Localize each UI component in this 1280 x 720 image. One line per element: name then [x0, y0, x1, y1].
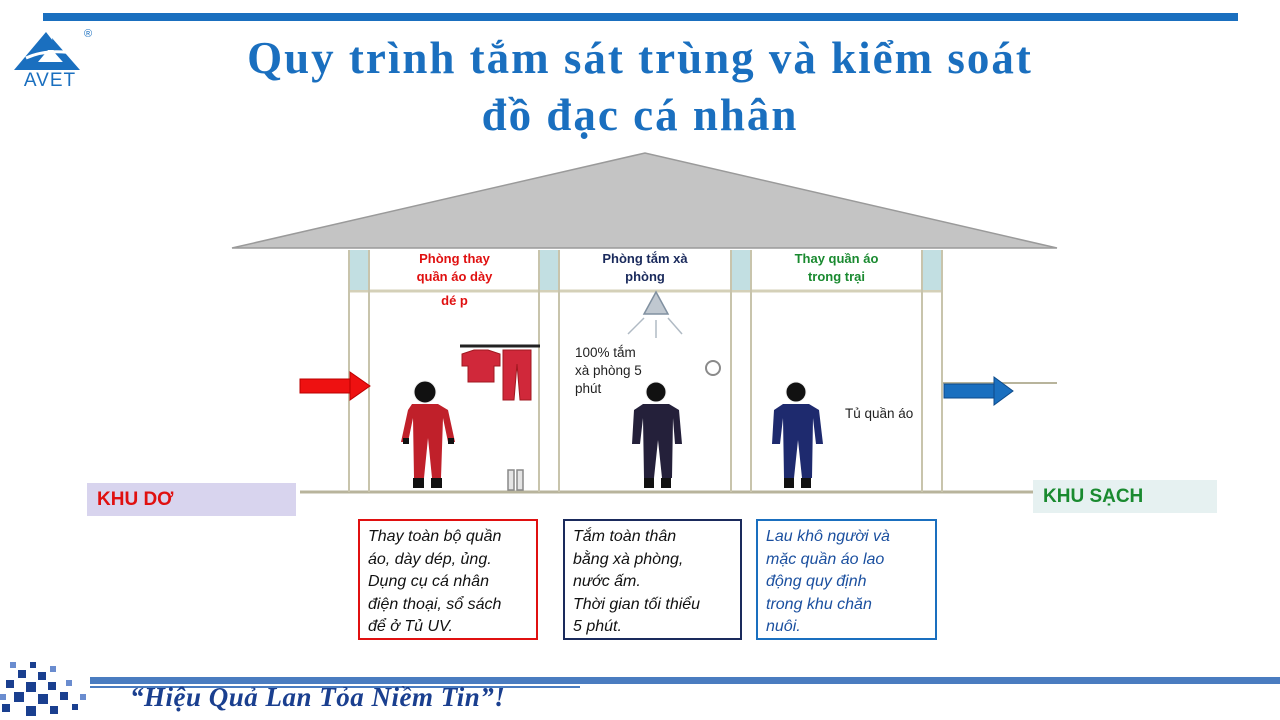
room-label-clean-change: Thay quần áo trong trại	[794, 251, 879, 284]
room-label-shower: Phòng tắm xà phòng	[602, 251, 688, 284]
boots-icon	[508, 470, 523, 490]
room-label-changing: Phòng thay quần áo dày dé p	[416, 251, 493, 308]
info-box-shower: Tắm toàn thân bằng xà phòng, nước ấm. Thời gian tối thiểu 5 phút.	[563, 519, 742, 640]
entry-arrow-icon	[300, 372, 370, 400]
pillar-cap	[349, 250, 369, 290]
title-line-1: Quy trình tắm sát trùng và kiểm soát	[247, 33, 1033, 83]
registered-mark: ®	[84, 28, 93, 40]
exit-arrow-icon	[944, 377, 1013, 405]
hanging-pants-icon	[503, 350, 531, 400]
slogan: “Hiệu Quả Lan Tỏa Niềm Tin”!	[130, 682, 506, 712]
shower-note: 100% tắm xà phòng 5 phút	[575, 345, 642, 396]
zone-dirty-label: KHU DƠ	[87, 483, 296, 516]
pillar-cap	[731, 250, 751, 290]
logo-text: AVET	[23, 70, 77, 91]
pixel-pattern-icon	[0, 660, 100, 720]
info-box-changing: Thay toàn bộ quần áo, dày dép, ủng. Dụng cụ cá nhân điện thoại, sổ sách để ở Tủ UV.	[358, 519, 538, 640]
shower-head-icon	[628, 292, 682, 338]
zone-clean-label: KHU SẠCH	[1033, 480, 1217, 513]
roof	[232, 153, 1057, 248]
hanging-shirt-icon	[462, 350, 500, 382]
soap-icon	[706, 361, 720, 375]
person-dirty-icon	[401, 381, 455, 488]
locker-note: Tủ quần áo	[845, 406, 914, 421]
title-line-2: đồ đạc cá nhân	[481, 90, 799, 140]
info-box-clean: Lau khô người và mặc quần áo lao động quy định trong khu chăn nuôi.	[756, 519, 937, 640]
pillar-cap	[922, 250, 942, 290]
person-clean-icon	[772, 382, 823, 488]
pillar-cap	[539, 250, 559, 290]
